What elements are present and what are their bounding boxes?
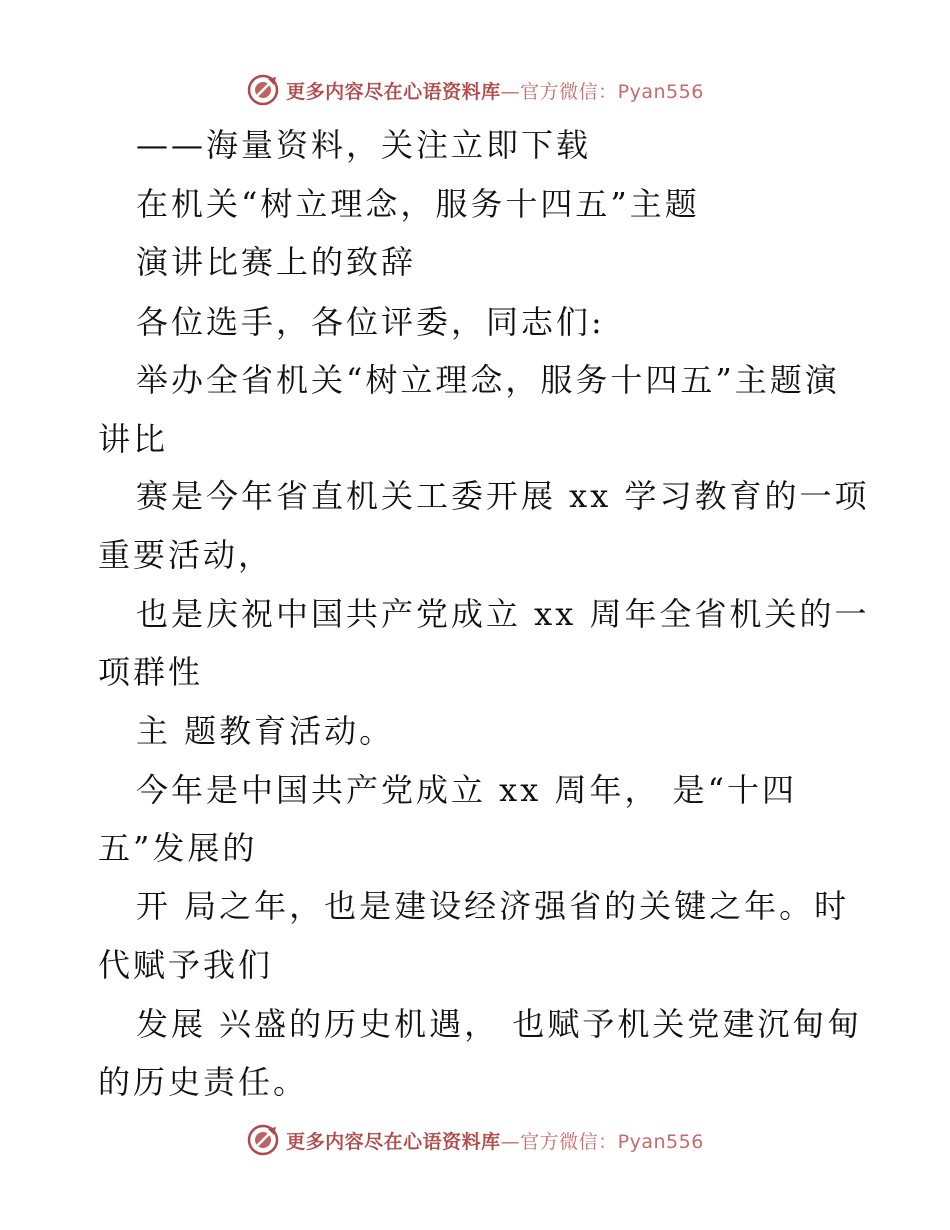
doc-line: 开 局之年，也是建设经济强省的关键之年。时 [136, 887, 850, 925]
doc-line: 举办全省机关“树立理念，服务十四五”主题演 [136, 361, 840, 399]
doc-salutation: 各位选手，各位评委，同志们: [136, 303, 605, 341]
brand-logo-icon [246, 1123, 280, 1157]
doc-line: 赛是今年省直机关工委开展 xx 学习教育的一项 [136, 477, 870, 515]
doc-line: 今年是中国共产党成立 xx 周年， 是“十四 [136, 771, 797, 809]
doc-line: 重要活动， [98, 536, 274, 574]
doc-title-line: 在机关“树立理念，服务十四五”主题 [136, 185, 700, 223]
doc-line: 发展 兴盛的历史机遇， 也赋予机关党建沉甸甸 [136, 1005, 863, 1043]
doc-line: ——海量资料，关注立即下载 [136, 126, 592, 164]
doc-line: 讲比 [98, 420, 169, 458]
doc-line: 主 题教育活动。 [136, 712, 395, 750]
doc-line: 也是庆祝中国共产党成立 xx 周年全省机关的一 [136, 595, 870, 633]
doc-line: 项群性 [98, 653, 204, 691]
footer-banner-text: 更多内容尽在心语资料库—官方微信：Pyan556 [286, 1130, 704, 1153]
doc-line: 代赋予我们 [98, 946, 274, 984]
footer-banner [0, 1120, 950, 1160]
doc-title-line: 演讲比赛上的致辞 [136, 243, 417, 281]
doc-line: 的历史责任。 [98, 1063, 309, 1101]
doc-line: 五”发展的 [98, 829, 258, 867]
header-banner-text: 更多内容尽在心语资料库—官方微信：Pyan556 [286, 80, 704, 103]
